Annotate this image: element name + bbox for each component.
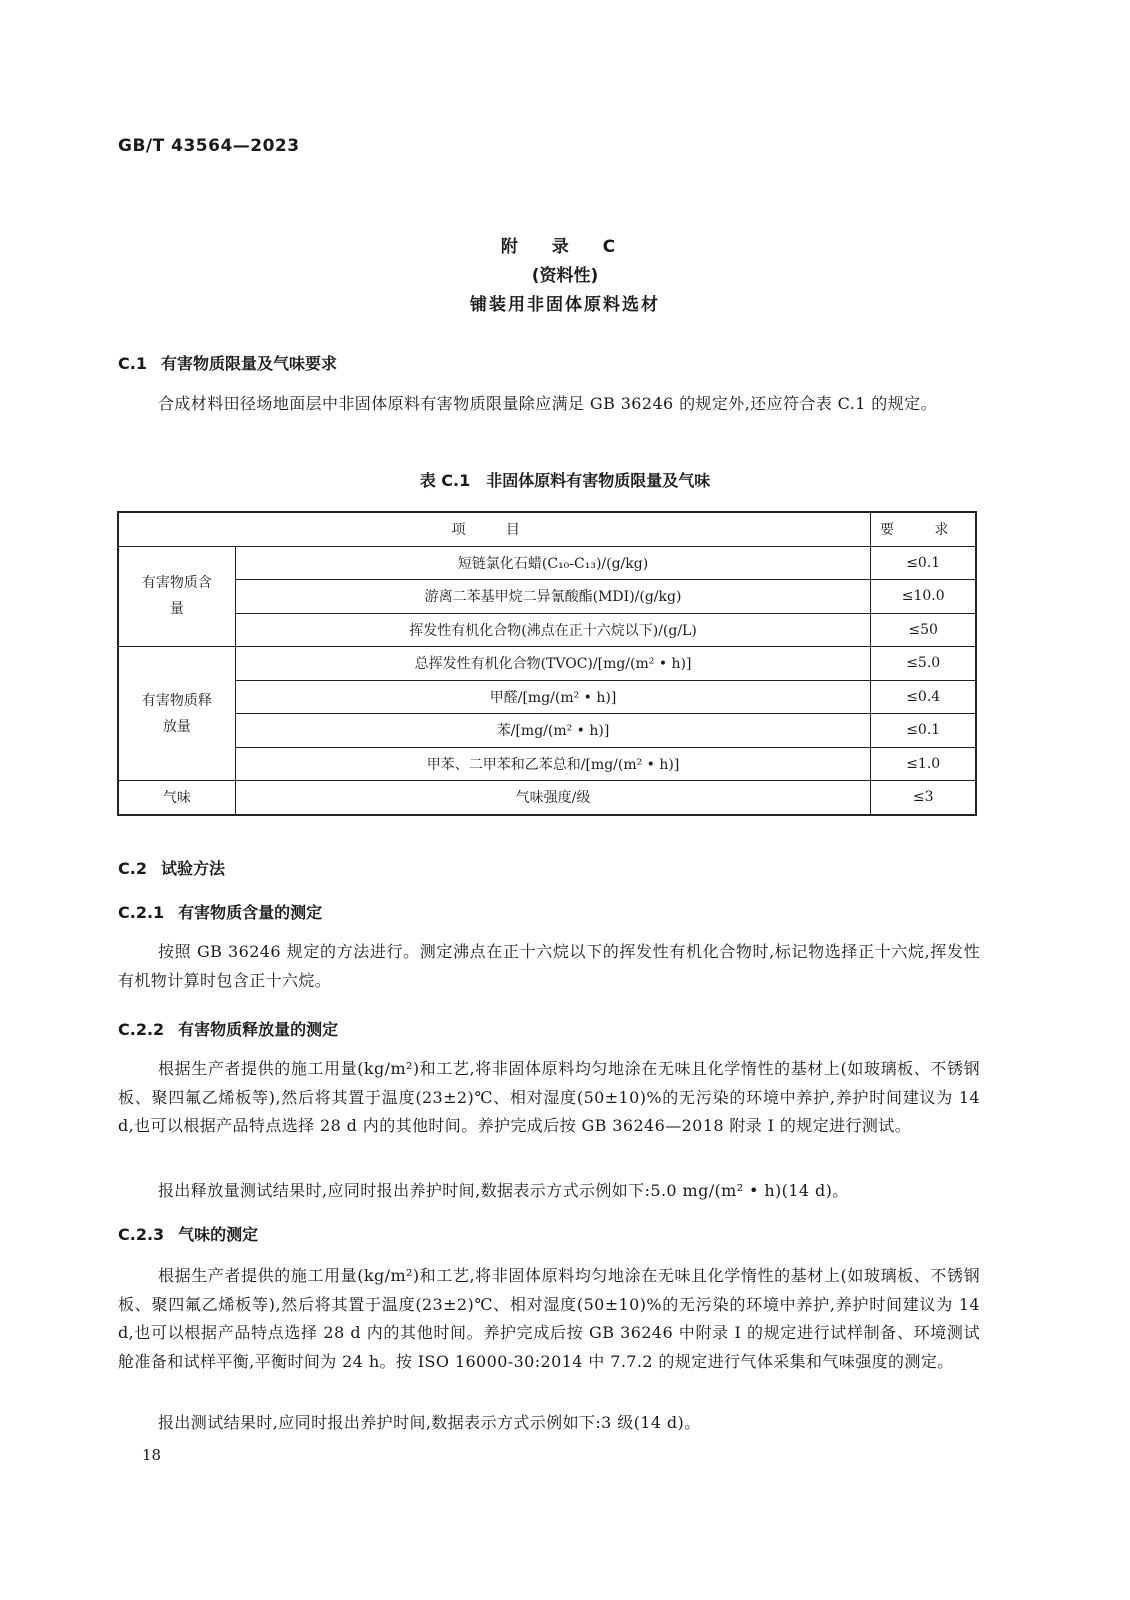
- requirement-cell: ≤0.4: [871, 680, 976, 714]
- requirement-cell: ≤3: [871, 781, 976, 815]
- section-title: 有害物质含量的测定: [178, 903, 323, 922]
- section-title: 有害物质释放量的测定: [178, 1020, 339, 1039]
- section-c21-heading: [118, 900, 322, 923]
- requirement-cell: ≤0.1: [871, 714, 976, 748]
- section-c22-heading: [118, 1017, 338, 1040]
- section-number: C.1: [118, 354, 147, 373]
- table-label: 表 C.1: [419, 471, 471, 490]
- requirement-cell: ≤10.0: [871, 580, 976, 614]
- section-c1-paragraph: 合成材料田径场地面层中非固体原料有害物质限量除应满足 GB 36246 的规定外,还应符合表 C.1 的规定。: [158, 394, 937, 413]
- item-cell: 苯/[mg/(m² • h)]: [235, 714, 871, 748]
- header-requirement: 要 求: [871, 512, 976, 546]
- limits-table: [117, 511, 977, 816]
- item-cell: 游离二苯基甲烷二异氰酸酯(MDI)/(g/kg): [235, 580, 871, 614]
- item-cell: 挥发性有机化合物(沸点在正十六烷以下)/(g/L): [235, 613, 871, 647]
- requirement-cell: ≤1.0: [871, 747, 976, 781]
- section-number: C.2: [118, 859, 147, 878]
- appendix-subject: 铺装用非固体原料选材: [470, 295, 660, 315]
- requirement-cell: ≤50: [871, 613, 976, 647]
- requirement-cell: ≤5.0: [871, 647, 976, 681]
- table-row: [118, 714, 976, 748]
- table-row: [118, 680, 976, 714]
- category-cell: 气味: [118, 781, 235, 815]
- document-code: GB/T 43564—2023: [118, 136, 300, 156]
- header-item: 项 目: [118, 512, 871, 546]
- category-cell: 有害物质含量: [118, 546, 235, 647]
- requirement-cell: ≤0.1: [871, 546, 976, 580]
- table-row: [118, 580, 976, 614]
- page-number: 18: [142, 1446, 162, 1464]
- item-cell: 总挥发性有机化合物(TVOC)/[mg/(m² • h)]: [235, 647, 871, 681]
- table-caption: [0, 468, 1130, 491]
- table-row: [118, 546, 976, 580]
- section-number: C.2.3: [118, 1225, 165, 1244]
- category-cell: 有害物质释放量: [118, 647, 235, 781]
- section-c21-paragraph: 按照 GB 36246 规定的方法进行。测定沸点在正十六烷以下的挥发性有机化合物时,标记物选择正十六烷,挥发性有机物计算时包含正十六烷。: [118, 942, 980, 990]
- section-c23-heading: [118, 1222, 258, 1245]
- section-c1-heading: [118, 351, 337, 374]
- section-c22-paragraph-1: 根据生产者提供的施工用量(kg/m²)和工艺,将非固体原料均匀地涂在无味且化学惰性的基材上(如玻璃板、不锈钢板、聚四氟乙烯板等),然后将其置于温度(23±2)℃、相对湿度(50±10)%的无污染的环境中养护,养护时间建议为 14 d,也可以根据产品特点选择 28 d 内的其他时间。养护完成后按 GB 36246—2018 附录 I 的规定进行测试。: [118, 1059, 980, 1135]
- section-c22-paragraph-2: 报出释放量测试结果时,应同时报出养护时间,数据表示方式示例如下:5.0 mg/(m² • h)(14 d)。: [158, 1181, 849, 1200]
- section-c2-heading: [118, 856, 225, 879]
- table-row: [118, 647, 976, 681]
- appendix-title: 附 录 C: [500, 237, 630, 257]
- item-cell: 短链氯化石蜡(C₁₀-C₁₃)/(g/kg): [235, 546, 871, 580]
- section-number: C.2.2: [118, 1020, 165, 1039]
- table-row: [118, 613, 976, 647]
- table-row: [118, 747, 976, 781]
- table-header-row: [118, 512, 976, 546]
- item-cell: 甲醛/[mg/(m² • h)]: [235, 680, 871, 714]
- section-c23-paragraph-1: 根据生产者提供的施工用量(kg/m²)和工艺,将非固体原料均匀地涂在无味且化学惰性的基材上(如玻璃板、不锈钢板、聚四氟乙烯板等),然后将其置于温度(23±2)℃、相对湿度(50±10)%的无污染的环境中养护,养护时间建议为 14 d,也可以根据产品特点选择 28 d 内的其他时间。养护完成后按 GB 36246 中附录 I 的规定进行试样制备、环境测试舱准备和试样平衡,平衡时间为 24 h。按 ISO 16000-30:2014 中 7.7.2 的规定进行气体采集和气味强度的测定。: [118, 1266, 980, 1371]
- table-row: [118, 781, 976, 815]
- section-title: 气味的测定: [178, 1225, 259, 1244]
- section-title: 试验方法: [160, 859, 225, 878]
- section-title: 有害物质限量及气味要求: [160, 354, 337, 373]
- section-c23-paragraph-2: 报出测试结果时,应同时报出养护时间,数据表示方式示例如下:3 级(14 d)。: [158, 1413, 701, 1432]
- appendix-nature: (资料性): [531, 266, 599, 286]
- table-title: 非固体原料有害物质限量及气味: [486, 471, 711, 490]
- item-cell: 气味强度/级: [235, 781, 871, 815]
- item-cell: 甲苯、二甲苯和乙苯总和/[mg/(m² • h)]: [235, 747, 871, 781]
- section-number: C.2.1: [118, 903, 165, 922]
